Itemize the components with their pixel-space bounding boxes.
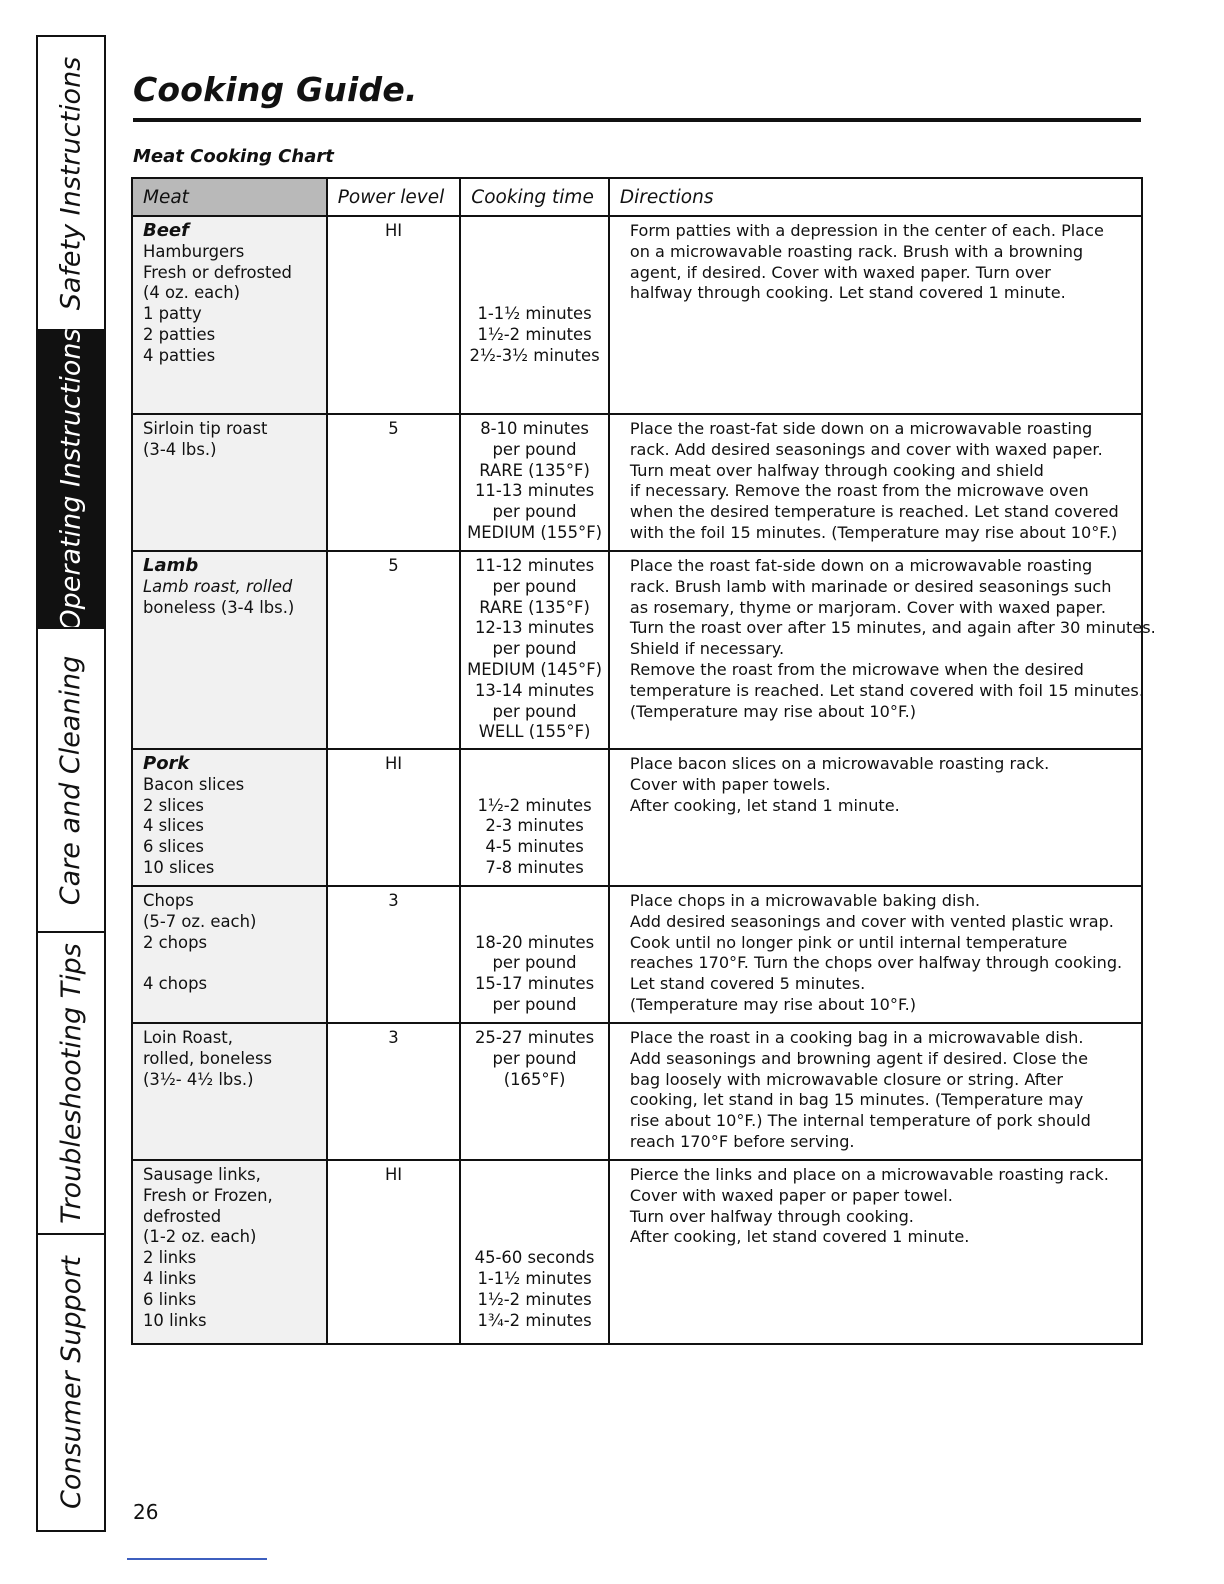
cell-line: RARE (135°F)	[479, 597, 590, 617]
cooking-time-cell	[460, 216, 609, 414]
cell-line	[461, 754, 608, 775]
side-tab-care-and-cleaning[interactable]	[38, 627, 104, 931]
cell-line: per pound	[492, 1048, 577, 1068]
cooking-time-cell	[460, 414, 609, 551]
cell-line: Turn the roast over after 15 minutes, and again after 30 minutes.	[629, 618, 1156, 638]
cell-line: per pound	[492, 502, 577, 522]
directions-cell	[609, 886, 1142, 1023]
cell-line	[461, 1227, 608, 1248]
cell-line: 45-60 seconds	[474, 1248, 595, 1268]
cell-line: halfway through cooking. Let stand covered 1 minute.	[629, 283, 1066, 303]
cell-line: Pierce the links and place on a microwavable roasting rack.	[629, 1165, 1109, 1184]
cell-line: (3-4 lbs.)	[143, 439, 217, 459]
cell-line: Bacon slices	[143, 774, 245, 794]
cell-line: Fresh or Frozen,	[143, 1185, 273, 1205]
directions-cell	[609, 216, 1142, 414]
side-tab-label: Care and Cleaning	[55, 655, 87, 905]
meat-cell	[132, 216, 327, 414]
cell-line: rack. Add desired seasonings and cover with waxed paper.	[629, 439, 1103, 459]
side-tab-consumer-support[interactable]	[38, 1233, 104, 1530]
cell-line: 4 slices	[143, 816, 204, 836]
table-row	[132, 551, 1142, 749]
cell-line	[461, 1165, 608, 1186]
cell-line: (4 oz. each)	[143, 283, 241, 303]
power-level-cell	[327, 414, 461, 551]
cell-line	[461, 891, 608, 912]
table-row	[132, 1160, 1142, 1344]
cell-line: Let stand covered 5 minutes.	[629, 974, 866, 994]
cell-line	[461, 221, 608, 242]
cell-line: per pound	[492, 994, 577, 1014]
cell-line: Lamb roast, rolled	[143, 576, 293, 596]
directions-cell	[609, 749, 1142, 886]
cell-line: Pork	[143, 753, 190, 774]
cell-line: 12-13 minutes	[474, 618, 595, 638]
cell-line: 6 links	[143, 1289, 197, 1309]
cell-line: 1-1½ minutes	[477, 304, 592, 324]
cell-line: RARE (135°F)	[479, 460, 590, 480]
table-header-row	[132, 178, 1142, 216]
cell-line: Place chops in a microwavable baking dish.	[629, 891, 981, 910]
cell-line	[461, 912, 608, 933]
power-level-cell	[327, 551, 461, 749]
cell-line: 11-12 minutes	[474, 556, 595, 575]
meat-cell	[132, 551, 327, 749]
cell-line: Place bacon slices on a microwavable roasting rack.	[629, 754, 1050, 773]
cell-line: 2 slices	[143, 795, 204, 815]
cell-line: rise about 10°F.) The internal temperature of pork should	[629, 1111, 1091, 1131]
cell-line: Fresh or defrosted	[143, 262, 292, 282]
meat-cell	[132, 749, 327, 886]
cell-line: if necessary. Remove the roast from the microwave oven	[629, 481, 1089, 501]
cell-line: 5	[388, 419, 399, 438]
cell-line: 1½-2 minutes	[477, 795, 592, 815]
cell-line: Sirloin tip roast	[143, 419, 268, 438]
cell-line: Turn over halfway through cooking.	[629, 1206, 914, 1226]
cell-line: 1-1½ minutes	[477, 1268, 592, 1288]
cell-line	[143, 953, 326, 974]
cell-line: Form patties with a depression in the center of each. Place	[629, 221, 1104, 240]
side-tab-label: Operating Instructions	[55, 327, 87, 631]
bottom-link-line[interactable]	[127, 1558, 267, 1560]
meat-cell	[132, 1160, 327, 1344]
cell-line: 4 chops	[143, 974, 208, 994]
cooking-time-cell	[460, 551, 609, 749]
cell-line: 2 chops	[143, 932, 208, 952]
cell-line: Shield if necessary.	[629, 639, 785, 659]
cell-line: 1½-2 minutes	[477, 1289, 592, 1309]
power-level-cell	[327, 1160, 461, 1344]
directions-cell	[609, 414, 1142, 551]
cell-line: Remove the roast from the microwave when the desired	[629, 659, 1084, 679]
cell-line: (165°F)	[503, 1069, 566, 1089]
cell-line: with the foil 15 minutes. (Temperature may rise about 10°F.)	[629, 522, 1118, 542]
power-level-cell	[327, 1023, 461, 1160]
cell-line: MEDIUM (145°F)	[467, 659, 603, 679]
cell-line: (5-7 oz. each)	[143, 911, 257, 931]
cell-line: After cooking, let stand covered 1 minute.	[629, 1227, 970, 1247]
cell-line: 10 slices	[143, 857, 215, 877]
cell-line: 10 links	[143, 1310, 207, 1330]
side-tab-column	[36, 35, 106, 1532]
cell-line: 7-8 minutes	[485, 857, 584, 877]
directions-cell	[609, 551, 1156, 749]
cell-line: on a microwavable roasting rack. Brush with a browning	[629, 241, 1084, 261]
power-level-cell	[327, 886, 461, 1023]
cell-line: when the desired temperature is reached. Let stand covered	[629, 502, 1119, 522]
cell-line: 4 patties	[143, 345, 216, 365]
power-level-cell	[327, 749, 461, 886]
page-title: Cooking Guide.	[133, 70, 418, 109]
cell-line: per pound	[492, 576, 577, 596]
cell-line: Place the roast fat-side down on a microwavable roasting	[629, 556, 1093, 575]
cell-line: Chops	[143, 891, 194, 910]
cell-line: cooking, let stand in bag 15 minutes. (Temperature may	[629, 1090, 1084, 1110]
cell-line: per pound	[492, 639, 577, 659]
table-row	[132, 216, 1142, 414]
cell-line: reaches 170°F. Turn the chops over halfway through cooking.	[629, 953, 1123, 973]
chart-subtitle: Meat Cooking Chart	[133, 146, 334, 167]
cell-line: HI	[384, 1165, 403, 1184]
cell-line: Cover with waxed paper or paper towel.	[629, 1185, 953, 1205]
cell-line: 3	[388, 891, 399, 910]
cell-line: 11-13 minutes	[474, 481, 595, 501]
header-cooking-time: Cooking time	[460, 178, 609, 216]
cell-line: 4 links	[143, 1268, 197, 1288]
page-number: 26	[133, 1500, 159, 1524]
cell-line: 25-27 minutes	[474, 1028, 595, 1047]
table-row	[132, 414, 1142, 551]
cell-line: rolled, boneless	[143, 1048, 273, 1068]
cell-line: 1½-2 minutes	[477, 324, 592, 344]
cell-line: Turn meat over halfway through cooking and shield	[629, 460, 1044, 480]
title-rule	[133, 118, 1141, 122]
side-tab-operating-instructions[interactable]	[38, 327, 104, 631]
table-row	[132, 1023, 1142, 1160]
cell-line	[461, 775, 608, 796]
meat-cell	[132, 1023, 327, 1160]
cell-line: Place the roast in a cooking bag in a microwavable dish.	[629, 1028, 1084, 1047]
cell-line: defrosted	[143, 1206, 222, 1226]
cell-line: agent, if desired. Cover with waxed paper. Turn over	[629, 262, 1051, 282]
cell-line: 2½-3½ minutes	[469, 345, 600, 365]
cell-line: 18-20 minutes	[474, 932, 595, 952]
cell-line: 3	[388, 1028, 399, 1047]
side-tab-label: Troubleshooting Tips	[55, 942, 87, 1224]
directions-cell	[609, 1023, 1142, 1160]
cell-line: per pound	[492, 953, 577, 973]
cell-line: boneless (3-4 lbs.)	[143, 597, 295, 617]
cell-line: 2 patties	[143, 324, 216, 344]
side-tab-label: Consumer Support	[55, 1256, 87, 1509]
cell-line: 15-17 minutes	[474, 974, 595, 994]
cell-line: WELL (155°F)	[478, 722, 591, 742]
cell-line: Cook until no longer pink or until internal temperature	[629, 932, 1068, 952]
cell-line	[461, 283, 608, 304]
cooking-time-cell	[460, 1023, 609, 1160]
cell-line: Loin Roast,	[143, 1028, 233, 1047]
cell-line: 6 slices	[143, 837, 204, 857]
cooking-time-cell	[460, 749, 609, 886]
meat-cell	[132, 886, 327, 1023]
cell-line: 4-5 minutes	[485, 837, 584, 857]
cell-line: reach 170°F before serving.	[629, 1131, 855, 1151]
cell-line	[461, 263, 608, 284]
cooking-time-cell	[460, 1160, 609, 1344]
table-row	[132, 749, 1142, 886]
table-row	[132, 886, 1142, 1023]
cell-line	[461, 1186, 608, 1207]
cell-line: bag loosely with microwavable closure or string. After	[629, 1069, 1063, 1089]
cell-line: (3½- 4½ lbs.)	[143, 1069, 254, 1089]
cell-line: Lamb	[143, 555, 199, 576]
side-tab-label: Safety Instructions	[55, 56, 87, 310]
cell-line: HI	[384, 754, 403, 773]
cell-line: (1-2 oz. each)	[143, 1227, 257, 1247]
cell-line: Place the roast-fat side down on a microwavable roasting	[629, 419, 1093, 438]
cell-line: Beef	[143, 220, 189, 241]
cell-line: Add seasonings and browning agent if desired. Close the	[629, 1048, 1088, 1068]
cell-line: 8-10 minutes	[480, 419, 589, 438]
cell-line: temperature is reached. Let stand covered with foil 15 minutes.	[629, 680, 1144, 700]
directions-cell	[609, 1160, 1142, 1344]
cooking-time-cell	[460, 886, 609, 1023]
header-power-level: Power level	[327, 178, 461, 216]
meat-cooking-chart	[131, 177, 1156, 1345]
cell-line: Cover with paper towels.	[629, 774, 831, 794]
header-meat: Meat	[132, 178, 327, 216]
cell-line: per pound	[492, 701, 577, 721]
cell-line: Hamburgers	[143, 241, 245, 261]
cell-line: 1 patty	[143, 304, 202, 324]
cell-line: per pound	[492, 439, 577, 459]
side-tab-safety-instructions[interactable]	[38, 37, 104, 329]
meat-cell	[132, 414, 327, 551]
cell-line: 5	[388, 556, 399, 575]
side-tab-troubleshooting-tips[interactable]	[38, 931, 104, 1233]
header-directions: Directions	[609, 178, 1142, 216]
cell-line: Sausage links,	[143, 1165, 261, 1184]
cell-line: After cooking, let stand 1 minute.	[629, 795, 900, 815]
cell-line: 2 links	[143, 1248, 197, 1268]
power-level-cell	[327, 216, 461, 414]
cell-line: 1¾-2 minutes	[477, 1310, 592, 1330]
cell-line: Add desired seasonings and cover with vented plastic wrap.	[629, 911, 1114, 931]
cell-line: 13-14 minutes	[474, 680, 595, 700]
cell-line: MEDIUM (155°F)	[467, 522, 603, 542]
cell-line	[461, 242, 608, 263]
cell-line: (Temperature may rise about 10°F.)	[629, 994, 917, 1014]
cell-line: 2-3 minutes	[485, 816, 584, 836]
cell-line: rack. Brush lamb with marinade or desired seasonings such	[629, 576, 1112, 596]
cell-line: HI	[384, 221, 403, 240]
cell-line	[461, 1207, 608, 1228]
cell-line: as rosemary, thyme or marjoram. Cover with waxed paper.	[629, 597, 1106, 617]
cell-line: (Temperature may rise about 10°F.)	[629, 701, 917, 721]
